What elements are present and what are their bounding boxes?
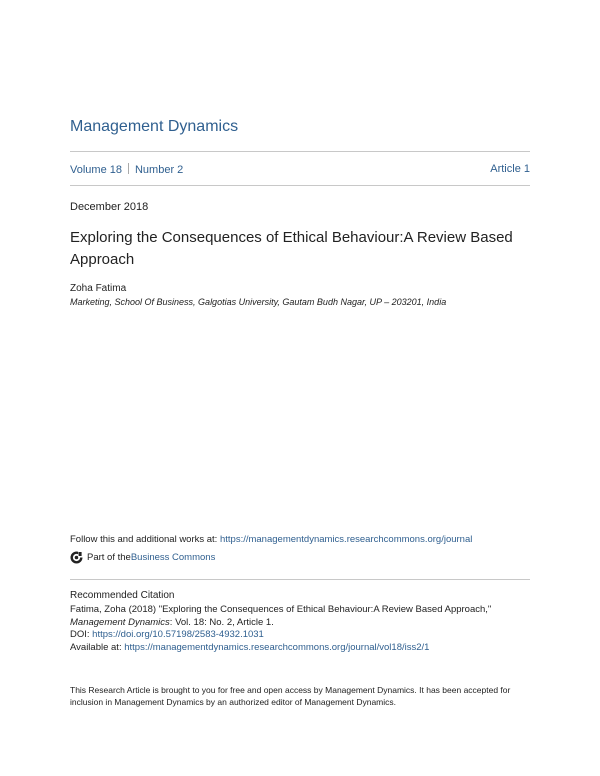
author-name: Zoha Fatima (70, 283, 127, 294)
article-title: Exploring the Consequences of Ethical Behaviour:A Review Based Approach (70, 229, 513, 268)
issue-separator (128, 163, 129, 174)
follow-line (70, 534, 472, 545)
citation-divider (70, 579, 530, 580)
citation-volume: : Vol. 18: No. 2, Article 1. (169, 616, 274, 628)
volume-link[interactable]: Volume 18 (70, 164, 122, 176)
top-divider (70, 151, 530, 152)
issue-divider (70, 185, 530, 186)
follow-text: Follow this and additional works at: (70, 534, 220, 545)
available-label: Available at: (70, 641, 125, 653)
citation-line-2 (70, 617, 530, 630)
citation-heading: Recommended Citation (70, 590, 175, 601)
number-link[interactable]: Number 2 (134, 164, 184, 176)
commons-icon (70, 551, 83, 564)
author-affiliation: Marketing, School Of Business, Galgotias University, Gautam Budh Nagar, UP – 203201, India (70, 297, 447, 307)
citation-journal: Management Dynamics (70, 616, 170, 628)
journal-title-link[interactable]: Management Dynamics (70, 118, 239, 135)
part-of-text: Part of the (87, 552, 131, 563)
cover-page (70, 0, 530, 776)
doi-label: DOI: (70, 629, 93, 640)
follow-link[interactable]: https://managementdynamics.researchcommons.org/journal (219, 534, 473, 545)
citation-block (70, 604, 530, 654)
access-notice: This Research Article is brought to you for free and open access by Management Dynamics. It has been accepted for inclusion in Management Dynamics by an authorized editor of Management Dynamics. (70, 685, 511, 707)
citation-available-line (70, 642, 530, 655)
business-commons-link[interactable]: Business Commons (130, 552, 216, 563)
article-link[interactable]: Article 1 (490, 163, 530, 175)
citation-doi-line (70, 629, 530, 642)
publication-date: December 2018 (70, 201, 149, 213)
citation-line-1: Fatima, Zoha (2018) "Exploring the Consequences of Ethical Behaviour:A Review Based Approach," (70, 604, 492, 615)
available-link[interactable]: https://managementdynamics.researchcommons.org/journal/vol18/iss2/1 (124, 641, 430, 653)
part-of-line (70, 551, 215, 564)
issue-row (70, 163, 530, 177)
doi-link[interactable]: https://doi.org/10.57198/2583-4932.1031 (92, 629, 264, 640)
